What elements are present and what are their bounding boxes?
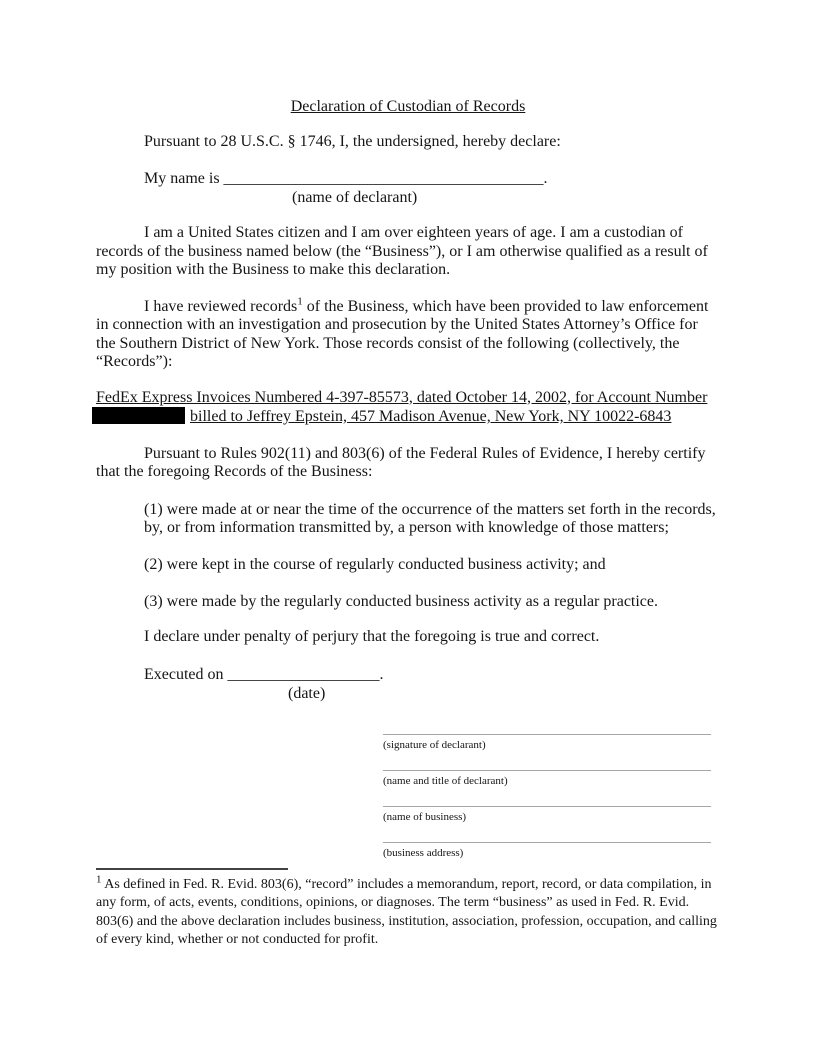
intro-paragraph: Pursuant to 28 U.S.C. § 1746, I, the undersigned, hereby declare: — [144, 132, 561, 150]
name-line-prefix: My name is — [144, 170, 224, 187]
footnote-number: 1 — [96, 872, 102, 885]
signature-unit — [383, 720, 720, 752]
records-paragraph-lead: I have reviewed records — [144, 297, 298, 315]
certification-item-1: (1) were made at or near the time of the occurrence of the matters set forth in the records, by, or from information transmitted by, a person with knowledge of those matters; — [144, 500, 716, 536]
executed-line — [96, 666, 720, 685]
date-caption: (date) — [288, 684, 326, 702]
signature-unit — [383, 756, 720, 788]
signature-label: (name and title of declarant) — [383, 774, 508, 787]
footnote-reference: 1 — [297, 295, 303, 308]
signature-line: _________________________________________ — [383, 720, 711, 737]
signature-label: (signature of declarant) — [383, 738, 486, 751]
signature-line: _________________________________________ — [383, 792, 711, 809]
signature-unit — [383, 792, 720, 824]
declaration-paragraph: I declare under penalty of perjury that the foregoing is true and correct. — [144, 628, 600, 645]
footnote-text — [96, 872, 720, 950]
footnote-separator — [96, 868, 288, 870]
redaction-box — [92, 407, 185, 424]
signature-block — [383, 720, 720, 860]
name-blank-line: ________________________________________ — [223, 170, 544, 187]
name-line-suffix: . — [543, 170, 548, 187]
records-description-line2: billed to Jeffrey Epstein, 457 Madison Avenue, New York, NY 10022-6843 — [190, 408, 672, 425]
records-description — [96, 389, 720, 427]
date-blank-line: ___________________ — [227, 666, 380, 683]
signature-label: (business address) — [383, 846, 464, 859]
certification-item-3: (3) were made by the regularly conducted business activity as a regular practice. — [144, 592, 659, 610]
records-paragraph-rest: of the Business, which have been provided to law enforcement in connection with an investigation and prosecution by the United States Attorney’s Office for the Southern District of New York. Those records consist of the following (collectively, the “Records”): — [96, 297, 709, 370]
certify-paragraph: Pursuant to Rules 902(11) and 803(6) of the Federal Rules of Evidence, I hereby certify that the foregoing Records of the Business: — [96, 444, 706, 480]
certification-item-2: (2) were kept in the course of regularly conducted business activity; and — [144, 555, 606, 573]
citizen-paragraph: I am a United States citizen and I am over eighteen years of age. I am a custodian of records of the business named below (the “Business”), or I am otherwise qualified as a result of my position with the Business to make this declaration. — [96, 224, 708, 278]
document-title: Declaration of Custodian of Records — [290, 98, 526, 115]
signature-label: (name of business) — [383, 810, 467, 823]
name-line — [96, 170, 720, 189]
name-caption: (name of declarant) — [292, 188, 418, 206]
signature-unit — [383, 828, 720, 860]
records-description-line1: FedEx Express Invoices Numbered 4-397-85573, dated October 14, 2002, for Account Number — [96, 388, 708, 406]
footnote-body: As defined in Fed. R. Evid. 803(6), “record” includes a memorandum, report, record, or data compilation, in any form, of acts, events, conditions, opinions, or diagnoses. The term “business” as used in Fed. R. Evid. 803(6) and the above declaration includes business, institution, association, profession, occupation, and calling of every kind, whether or not conducted for profit. — [96, 876, 717, 947]
records-paragraph — [96, 295, 720, 372]
signature-line: _________________________________________ — [383, 828, 711, 845]
executed-line-prefix: Executed on — [144, 666, 228, 683]
executed-line-suffix: . — [379, 666, 384, 683]
signature-line: _________________________________________ — [383, 756, 711, 773]
